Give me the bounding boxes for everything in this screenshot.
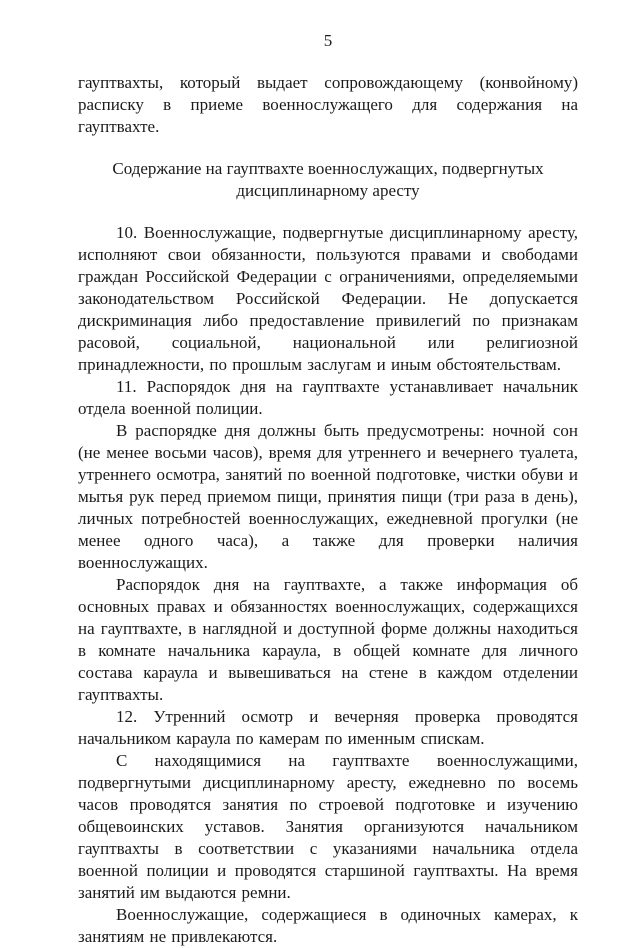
paragraph-item-12: 12. Утренний осмотр и вечерняя проверка проводятся начальником караула по камерам по именным спискам. [78,707,578,748]
paragraph-item-11: 11. Распорядок дня на гауптвахте устанавливает начальник отдела военной полиции. [78,377,578,418]
page-number: 5 [323,31,333,50]
paragraph-continuation: гауптвахты, который выдает сопровождающему (конвойному) расписку в приеме военнослужащего для содержания на гауптвахте. [78,73,578,136]
section-heading: Содержание на гауптвахте военнослужащих, подвергнутых дисциплинарному аресту [112,159,544,200]
paragraph-item-12-training: С находящимися на гауптвахте военнослужащими, подвергнутыми дисциплинарному аресту, ежедневно по восемь часов проводятся занятия по строевой подготовке и изучению общевоинских уставов. Занятия организуются начальником гауптвахты в соответствии с указаниями начальника отдела военной полиции и проводятся старшиной гауптвахты. На время занятий им выдаются ремни. [78,751,578,902]
paragraph-item-11-schedule: В распорядке дня должны быть предусмотрены: ночной сон (не менее восьми часов), время для утреннего и вечернего туалета, утреннего осмотра, занятий по военной подготовке, чистки обуви и мытья рук перед приемом пищи, принятия пищи (три раза в день), личных потребностей военнослужащих, ежедневной прогулки (не менее одного часа), а также для проверки наличия военнослужащих. [78,421,578,572]
paragraph-item-10: 10. Военнослужащие, подвергнутые дисциплинарному аресту, исполняют свои обязанности, пользуются правами и свободами граждан Российской Федерации с ограничениями, определяемыми законодательством Российской Федерации. Не допускается дискриминация либо предоставление привилегий по признакам расовой, социальной, национальной или религиозной принадлежности, по прошлым заслугам и иным обстоятельствам. [78,223,578,374]
paragraph-item-12-solitary: Военнослужащие, содержащиеся в одиночных камерах, к занятиям не привлекаются. [78,905,578,946]
paragraph-item-11-info: Распорядок дня на гауптвахте, а также информация об основных правах и обязанностях военнослужащих, содержащихся на гауптвахте, в наглядной и доступной форме должны находиться в комнате начальника караула, в общей комнате для личного состава караула и вывешиваться на стене в каждом отделении гауптвахты. [78,575,578,704]
